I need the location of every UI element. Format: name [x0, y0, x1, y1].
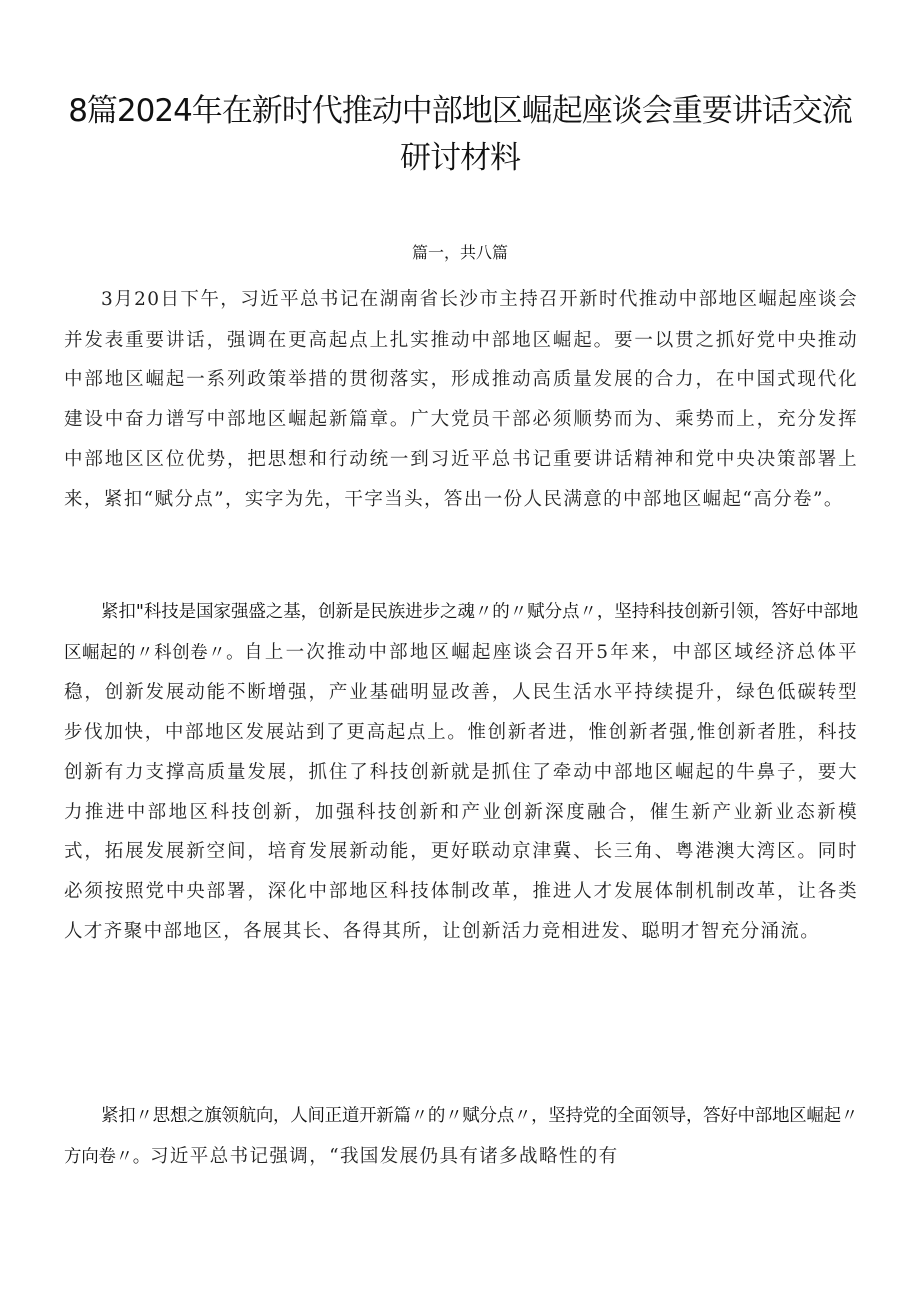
- paragraph-3-text: 习近平总书记强调，“我国发展仍具有诸多战略性的有: [150, 1145, 619, 1167]
- paragraph-3-lead: 紧扣〃思想之旗领航向，人间正道开新篇〃的〃赋分点〃，坚持党的全面领导，答好中部地区崛起〃方向卷〃。: [64, 1106, 858, 1167]
- document-title: 8篇2024年在新时代推动中部地区崛起座谈会重要讲话交流研讨材料: [68, 93, 852, 176]
- paragraph-2-text: 自上一次推动中部地区崛起座谈会召开5年来，中部区域经济总体平稳，创新发展动能不断增强，产业基础明显改善，人民生活水平持续提升，绿色低碳转型步伐加快，中部地区发展站到了更高起点上。惟创新者进，惟创新者强,惟创新者胜，科技创新有力支撑高质量发展，抓住了科技创新就是抓住了牵动中部地区崛起的牛鼻子，要大力推进中部地区科技创新，加强科技创新和产业创新深度融合，催生新产业新业态新模式，拓展发展新空间，培育发展新动能，更好联动京津冀、长三角、粤港澳大湾区。同时必须按照党中央部署，深化中部地区科技体制改革，推进人才发展体制机制改革，让各类人才齐聚中部地区，各展其长、各得其所，让创新活力竞相进发、聪明才智充分涌流。: [64, 641, 858, 942]
- paragraph-1: [64, 280, 858, 519]
- paragraph-2-lead: 紧扣"科技是国家强盛之基，创新是民族进步之魂〃的〃赋分点〃，坚持科技创新引领，答好中部地区崛起的〃科创卷〃。: [64, 602, 858, 663]
- paragraph-1-text: 3月20日下午，习近平总书记在湖南省长沙市主持召开新时代推动中部地区崛起座谈会并发表重要讲话，强调在更高起点上扎实推动中部地区崛起。要一以贯之抓好党中央推动中部地区崛起一系列政策举措的贯彻落实，形成推动高质量发展的合力，在中国式现代化建设中奋力谱写中部地区崛起新篇章。广大党员干部必须顺势而为、乘势而上，充分发挥中部地区区位优势，把思想和行动统一到习近平总书记重要讲话精神和党中央决策部署上来，紧扣“赋分点”，实字为先，干字当头，答出一份人民满意的中部地区崛起“高分卷”。: [64, 289, 858, 510]
- section-heading: 篇一，共八篇: [411, 243, 508, 262]
- paragraph-2: [64, 592, 858, 951]
- paragraph-3: [64, 1096, 858, 1177]
